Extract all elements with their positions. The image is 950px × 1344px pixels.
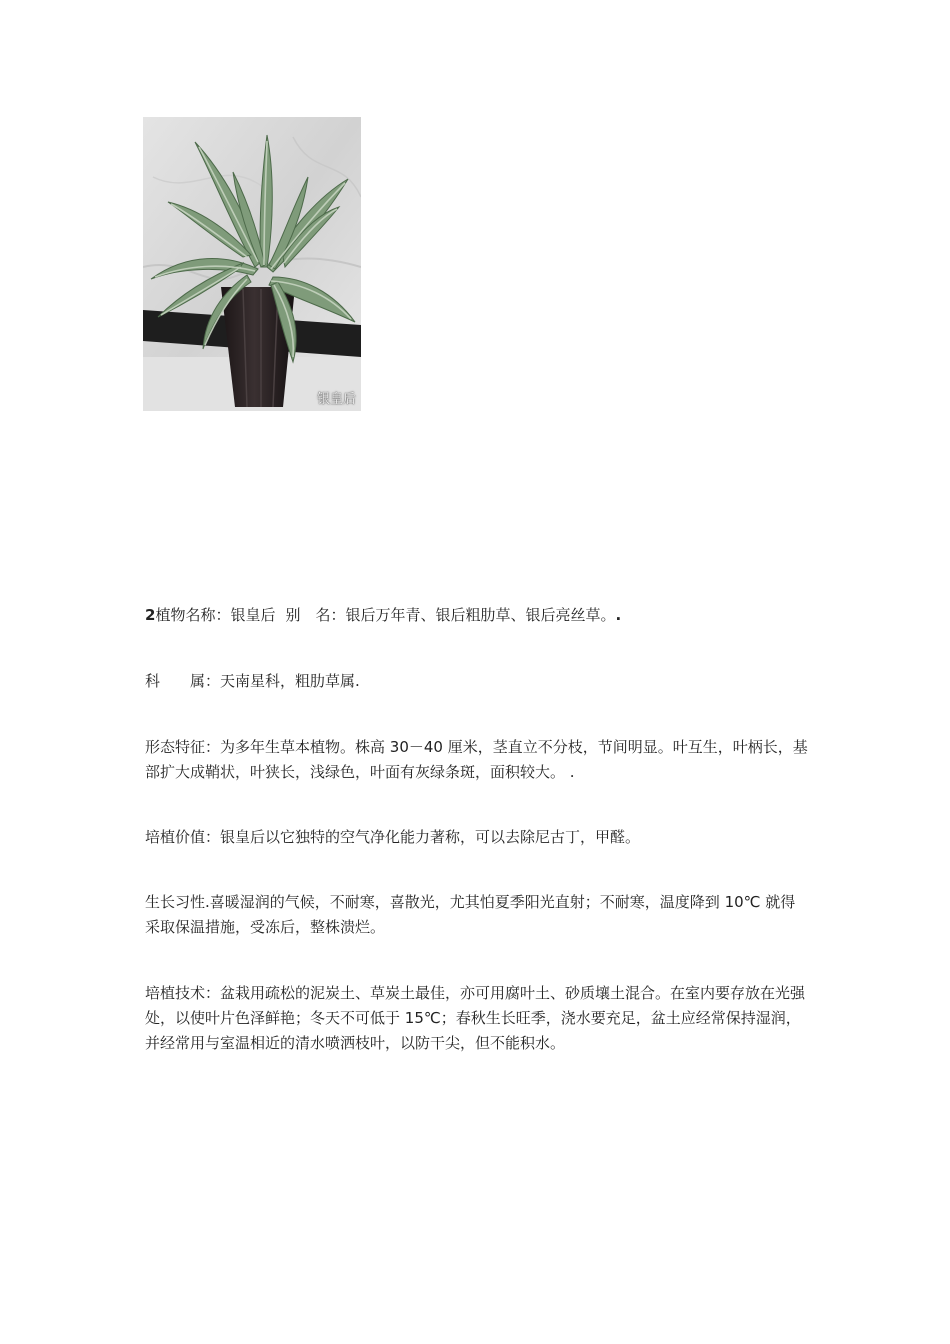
family-value: 天南星科，粗肋草属. — [220, 672, 360, 690]
tech-temp: 15℃ — [404, 1009, 441, 1027]
alias-value: 银后万年青、银后粗肋草、银后亮丝草。 — [345, 606, 616, 624]
name-value: 银皇后 — [230, 606, 276, 624]
plant-photo — [143, 117, 361, 411]
morph-height: 30－40 — [389, 738, 443, 756]
name-label: 植物名称： — [155, 606, 231, 624]
family-line — [145, 669, 810, 694]
photo-caption: 银皇后 — [316, 392, 356, 407]
habit-paragraph — [145, 890, 810, 940]
morph-label: 形态特征： — [145, 738, 221, 756]
value-text: 银皇后以它独特的空气净化能力著称，可以去除尼古丁，甲醛。 — [220, 828, 641, 846]
section-number: 2 — [145, 606, 156, 624]
morph-text-2: 厘米，茎直立不分枝，节间明显。叶互生，叶柄长，基部扩大成鞘状，叶狭长，浅绿色，叶面有灰绿条斑，面积较大。 . — [145, 738, 808, 781]
technique-paragraph — [145, 981, 810, 1056]
tech-text-1: 盆栽用疏松的泥炭土、草炭土最佳，亦可用腐叶土、砂质壤土混合。在室内要存放在光强处，以使叶片色泽鲜艳；冬天不可低于 — [145, 984, 806, 1027]
plant-illustration — [143, 117, 361, 411]
habit-text-2: 就得采取保温措施，受冻后，整株溃烂。 — [145, 893, 796, 936]
morphology-paragraph — [145, 735, 810, 785]
family-label: 科 属： — [145, 672, 221, 690]
tech-text-2: ；春秋生长旺季，浇水要充足，盆土应经常保持湿润，并经常用与室温相近的清水喷洒枝叶，以防干尖，但不能积水。 — [145, 1009, 801, 1052]
habit-label: 生长习性. — [145, 893, 210, 911]
trailing-mark: . — [615, 606, 622, 624]
tech-label: 培植技术： — [145, 984, 221, 1002]
habit-temp: 10℃ — [724, 893, 761, 911]
value-paragraph — [145, 825, 810, 850]
plant-name-line — [145, 603, 810, 628]
alias-label: 别 名： — [285, 606, 346, 624]
habit-text-1: 喜暖湿润的气候，不耐寒，喜散光，尤其怕夏季阳光直射；不耐寒，温度降到 — [209, 893, 725, 911]
morph-text-1: 为多年生草本植物。株高 — [220, 738, 390, 756]
value-label: 培植价值： — [145, 828, 221, 846]
